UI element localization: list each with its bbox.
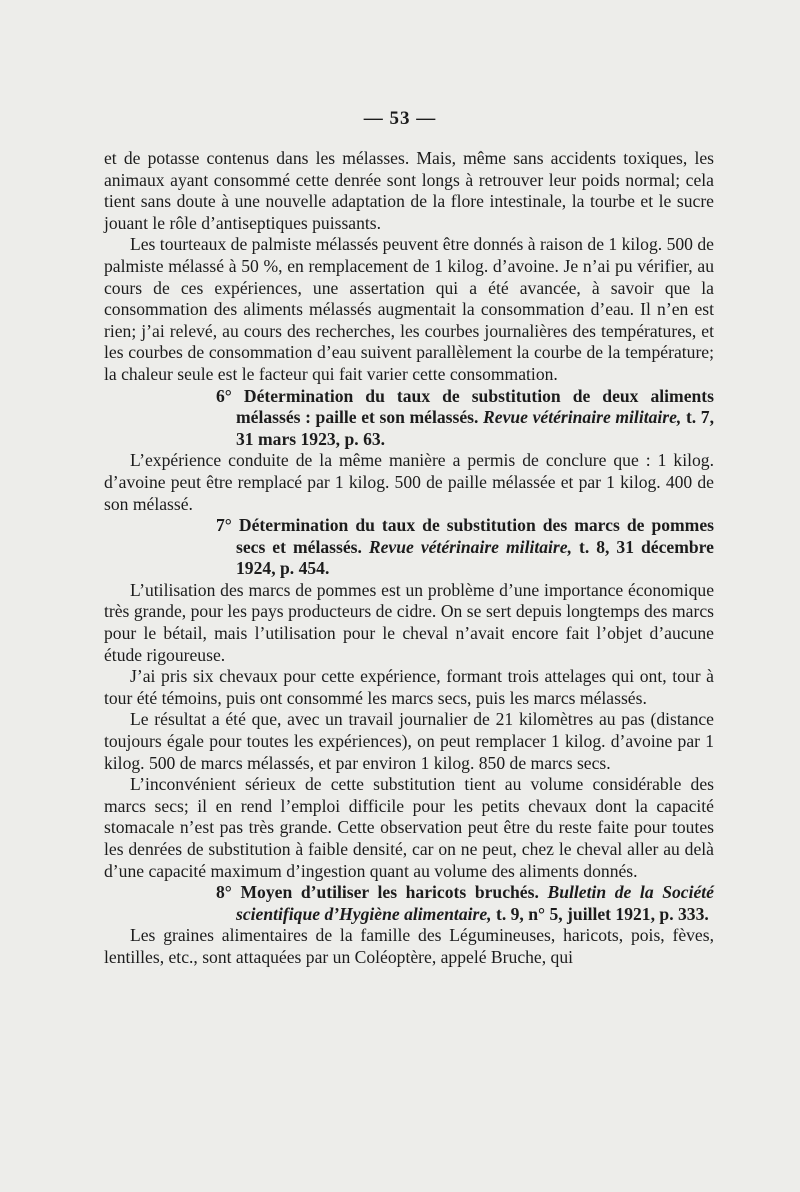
journal-name: Bulletin de la Société scientifique d’Hygiène alimentaire, bbox=[236, 882, 714, 924]
section-number: 7° bbox=[216, 515, 232, 536]
paragraph: Les tourteaux de palmiste mélassés peuvent être donnés à raison de 1 kilog. 500 de palmiste mélassé à 50 %, en remplacement de 1 kilog. d’avoine. Je n’ai pu vérifier, au cours de ces expériences, une assertation qui a été avancée, à savoir que la consommation des aliments mélassés augmentait la consommation d’eau. Il n’en est rien; j’ai relevé, au cours des recherches, les courbes journalières des températures, et les courbes de consommation d’eau suivent parallèlement la courbe de la température; la chaleur seule est le facteur qui fait varier cette consommation. bbox=[104, 234, 714, 384]
paragraph: L’expérience conduite de la même manière a permis de conclure que : 1 kilog. d’avoine peut être remplacé par 1 kilog. 500 de paille mélassée et par 1 kilog. 400 de son mélassé. bbox=[104, 450, 714, 514]
section-title: Détermination du taux de substitution des marcs de pommes secs et mélassés. bbox=[236, 515, 714, 557]
paragraph: Les graines alimentaires de la famille des Légumineuses, haricots, pois, fèves, lentilles, etc., sont attaquées par un Coléoptère, appelé Bruche, qui bbox=[104, 925, 714, 967]
reference: t. 9, n° 5, juillet 1921, p. 333. bbox=[495, 903, 709, 924]
paragraph: L’utilisation des marcs de pommes est un problème d’une importance économique très grande, pour les pays producteurs de cidre. On se sert depuis longtemps des marcs pour le bétail, mais l’utilisation pour le cheval n’avait encore fait l’objet d’aucune étude rigoureuse. bbox=[104, 579, 714, 665]
page-body bbox=[104, 148, 714, 969]
section-number: 6° bbox=[216, 385, 232, 406]
page-number: — 53 — bbox=[363, 108, 437, 129]
section-heading-7 bbox=[104, 515, 714, 580]
reference: t. 8, 31 décembre 1924, p. 454. bbox=[236, 536, 714, 579]
journal-name: Revue vétérinaire militaire, bbox=[483, 407, 682, 428]
journal-name: Revue vétérinaire militaire, bbox=[368, 536, 572, 557]
paragraph: Le résultat a été que, avec un travail journalier de 21 kilomètres au pas (distance toujours égale pour toutes les expériences), on peut remplacer 1 kilog. d’avoine par 1 kilog. 500 de marcs mélassés, et par environ 1 kilog. 850 de marcs secs. bbox=[104, 709, 714, 773]
paragraph: et de potasse contenus dans les mélasses. Mais, même sans accidents toxiques, les animaux ayant consommé cette denrée sont longs à retrouver leur poids normal; cela tient sans doute à une nouvelle adaptation de la flore intestinale, la tourbe et le sucre jouant le rôle d’antiseptiques puissants. bbox=[104, 148, 714, 233]
section-heading-6 bbox=[104, 386, 714, 451]
section-number: 8° bbox=[216, 882, 232, 903]
paragraph: L’inconvénient sérieux de cette substitution tient au volume considérable des marcs secs; il en rend l’emploi difficile pour les petits chevaux dont la capacité stomacale n’est pas très grande. Cette observation peut être du reste faite pour toutes les denrées de substitution à faible densité, car on ne peut, chez le cheval aller au delà d’une capacité maximum d’ingestion quant au volume des aliments donnés. bbox=[104, 774, 714, 881]
section-title: Moyen d’utiliser les haricots bruchés. bbox=[240, 882, 539, 903]
section-heading-8 bbox=[104, 882, 714, 925]
reference: t. 7, 31 mars 1923, p. 63. bbox=[236, 407, 715, 449]
section-title: Détermination du taux de substitution de deux aliments mélassés : paille et son mélassés. bbox=[236, 385, 714, 428]
paragraph: J’ai pris six chevaux pour cette expérience, formant trois attelages qui ont, tour à tour été témoins, puis ont consommé les marcs secs, puis les marcs mélassés. bbox=[104, 666, 714, 708]
